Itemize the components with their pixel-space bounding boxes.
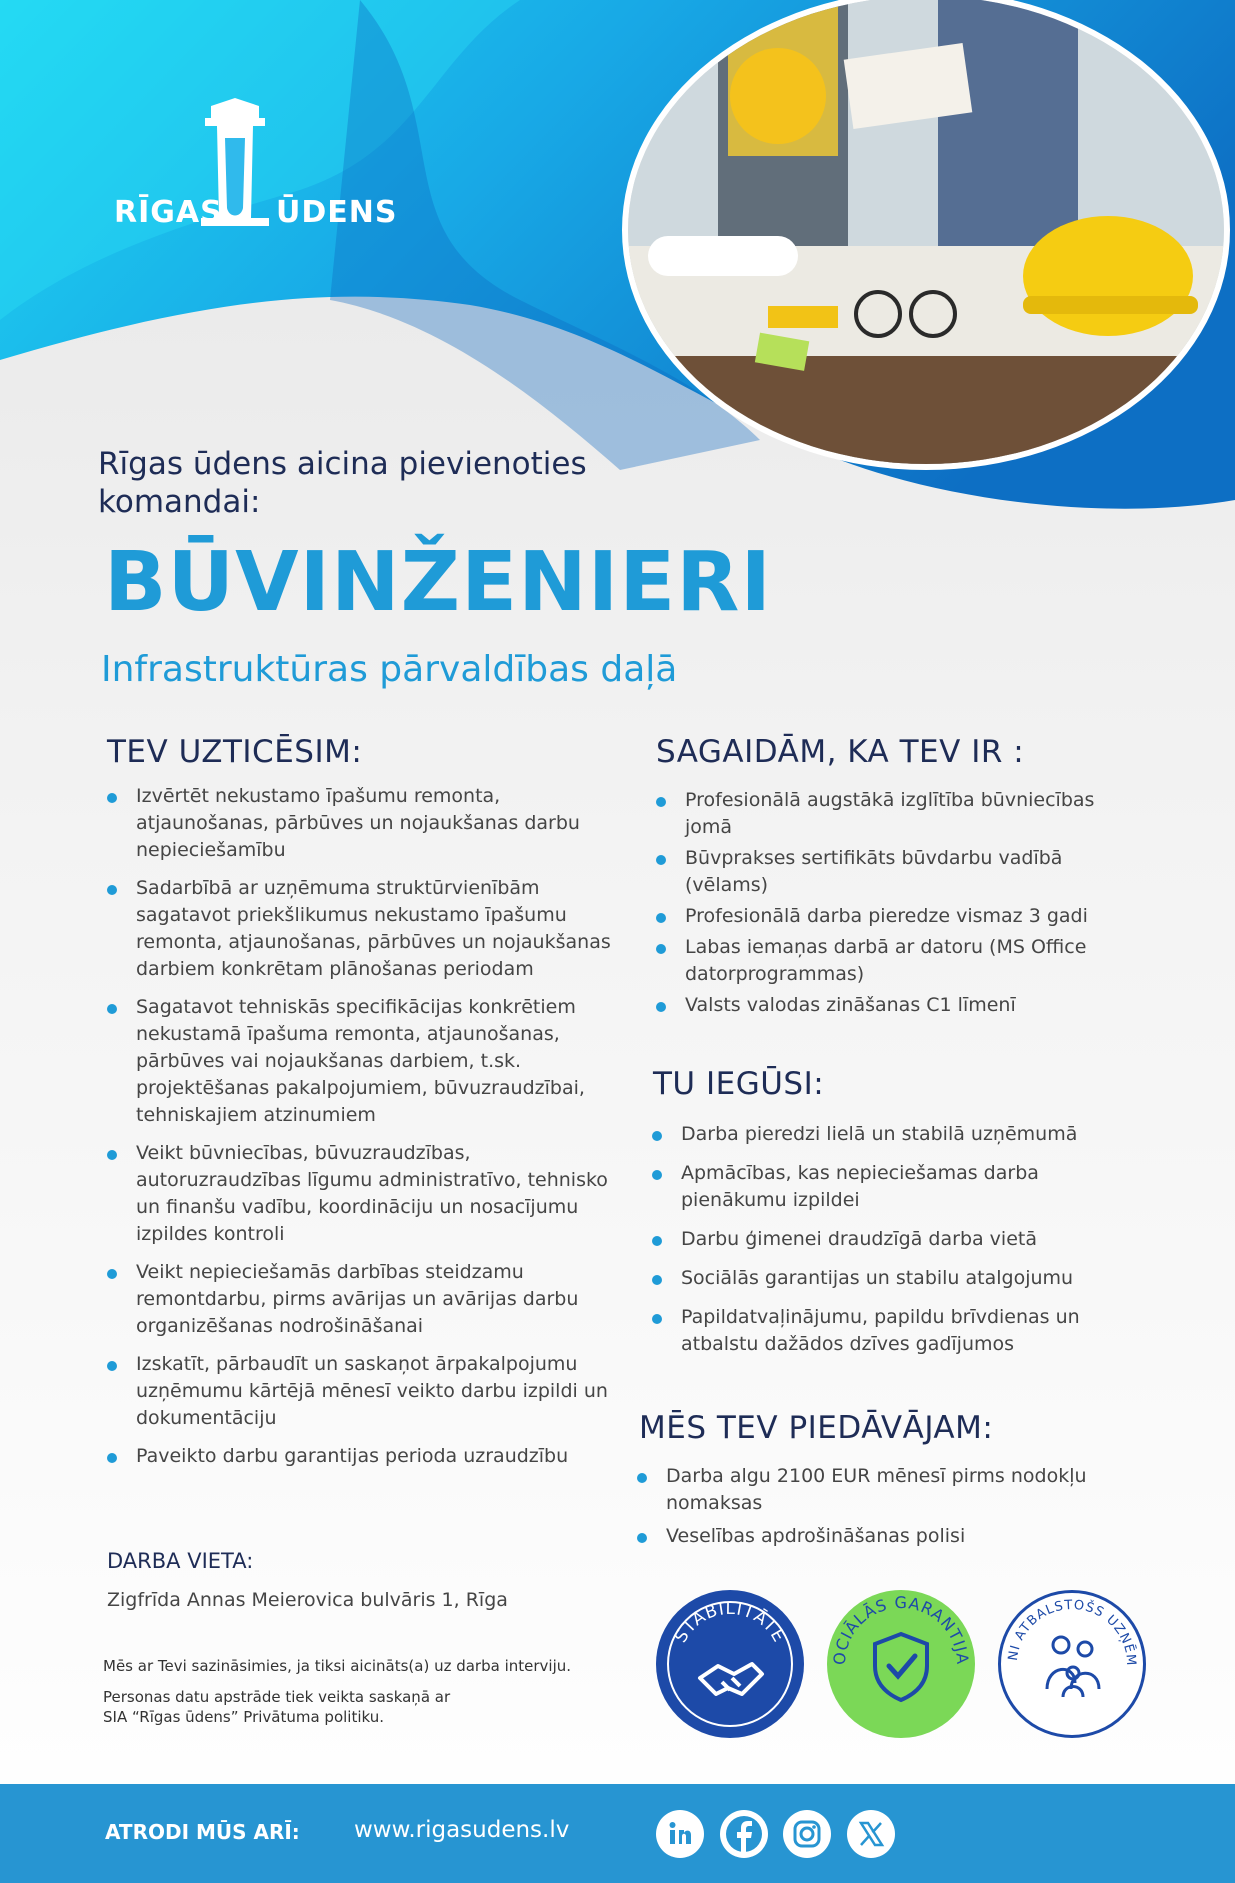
requirements-heading: SAGAIDĀM, KA TEV IR :: [656, 734, 1025, 770]
list-item: Apmācības, kas nepieciešamas darba pienākumu izpildei: [652, 1160, 1132, 1214]
svg-text:STABILITĀTE: [671, 1599, 789, 1646]
svg-text:SOCIĀLĀS GARANTIJAS: [827, 1590, 972, 1666]
gains-list: [652, 1121, 1132, 1370]
family-icon: [1047, 1637, 1099, 1697]
social-badge-text: OCIĀLĀS GARANTIJA: [829, 1592, 973, 1666]
offer-list: [637, 1463, 1137, 1556]
privacy-note-line2: SIA “Rīgas ūdens” Privātuma politiku.: [103, 1708, 385, 1726]
list-item: Veselības apdrošināšanas polisi: [637, 1523, 1137, 1550]
family-badge-text: NI ATBALSTOŠS UZŅĒM: [1005, 1597, 1139, 1667]
list-item: Darbu ģimenei draudzīgā darba vietā: [652, 1226, 1132, 1253]
privacy-note-line1: Personas datu apstrāde tiek veikta saskaņā ar: [103, 1688, 451, 1706]
social-guarantees-badge: [827, 1590, 975, 1738]
list-item: Valsts valodas zināšanas C1 līmenī: [656, 992, 1136, 1019]
list-item: Sagatavot tehniskās specifikācijas konkrētiem nekustamā īpašuma remonta, atjaunošanas, pārbūves vai nojaukšanas darbiem, t.sk. projektēšanas pakalpojumiem, būvuzraudzībai, tehniskajiem atzinumiem: [107, 994, 617, 1129]
website-link[interactable]: www.rigasudens.lv: [354, 1817, 570, 1843]
intro-text: Rīgas ūdens aicina pievienoties komandai:: [98, 446, 587, 520]
stability-badge: [656, 1590, 804, 1738]
footer-label: ATRODI MŪS ARĪ:: [105, 1820, 300, 1844]
logo-text-left: RĪGAS: [114, 195, 223, 230]
job-subtitle: Infrastruktūras pārvaldības daļā: [101, 649, 678, 690]
facebook-icon[interactable]: [720, 1810, 768, 1858]
job-title: BŪVINŽENIERI: [104, 535, 772, 630]
list-item: Papildatvaļinājumu, papildu brīvdienas un atbalstu dažādos dzīves gadījumos: [652, 1304, 1132, 1358]
shield-check-icon: [875, 1634, 927, 1700]
list-item: Darba algu 2100 EUR mēnesī pirms nodokļu nomaksas: [637, 1463, 1137, 1517]
hero-photo: [622, 0, 1230, 470]
responsibilities-heading: TEV UZTICĒSIM:: [107, 734, 363, 770]
list-item: Veikt nepieciešamās darbības steidzamu remontdarbu, pirms avārijas un avārijas darbu organizēšanas nodrošināšanai: [107, 1259, 617, 1340]
instagram-icon[interactable]: [783, 1810, 831, 1858]
footer-bar: [0, 1784, 1235, 1883]
list-item: Profesionālā darba pieredze vismaz 3 gadi: [656, 903, 1136, 930]
list-item: Sadarbībā ar uzņēmuma struktūrvienībām sagatavot priekšlikumus nekustamo īpašumu remonta, atjaunošanas, pārbūves un nojaukšanas darbiem konkrētam plānošanas periodam: [107, 875, 617, 983]
family-friendly-badge: [998, 1590, 1146, 1738]
list-item: Izskatīt, pārbaudīt un saskaņot ārpakalpojumu uzņēmumu kārtējā mēnesī veikto darbu izpildi un dokumentāciju: [107, 1351, 617, 1432]
linkedin-icon[interactable]: [656, 1810, 704, 1858]
list-item: Būvprakses sertifikāts būvdarbu vadībā (vēlams): [656, 845, 1136, 899]
list-item: Sociālās garantijas un stabilu atalgojumu: [652, 1265, 1132, 1292]
list-item: Veikt būvniecības, būvuzraudzības, autoruzraudzības līgumu administratīvo, tehnisko un finanšu vadību, koordināciju un nosacījumu izpildes kontroli: [107, 1140, 617, 1248]
workplace-address: Zigfrīda Annas Meierovica bulvāris 1, Rīga: [107, 1589, 508, 1611]
stability-badge-text: STABILITĀTE: [670, 1598, 790, 1647]
offer-heading: MĒS TEV PIEDĀVĀJAM:: [639, 1410, 994, 1446]
list-item: Paveikto darbu garantijas perioda uzraudzību: [107, 1443, 617, 1470]
contact-note: Mēs ar Tevi sazināsimies, ja tiksi aicināts(a) uz darba interviju.: [103, 1657, 572, 1675]
list-item: Izvērtēt nekustamo īpašumu remonta, atjaunošanas, pārbūves un nojaukšanas darbu nepieciešamību: [107, 783, 617, 864]
responsibilities-list: [107, 783, 617, 1481]
x-icon[interactable]: [847, 1810, 895, 1858]
requirements-list: [656, 787, 1136, 1023]
logo-text-right: ŪDENS: [276, 195, 398, 230]
list-item: Profesionālā augstākā izglītība būvniecības jomā: [656, 787, 1136, 841]
svg-text:ĢIMENI ATBALSTOŠS UZŅĒMUMS: [1001, 1593, 1138, 1667]
gains-heading: TU IEGŪSI:: [653, 1066, 825, 1102]
construction-scene-illustration: [628, 0, 1230, 470]
handshake-icon: [700, 1664, 762, 1694]
workplace-label: DARBA VIETA:: [107, 1549, 254, 1573]
list-item: Darba pieredzi lielā un stabilā uzņēmumā: [652, 1121, 1132, 1148]
list-item: Labas iemaņas darbā ar datoru (MS Office datorprogrammas): [656, 934, 1136, 988]
